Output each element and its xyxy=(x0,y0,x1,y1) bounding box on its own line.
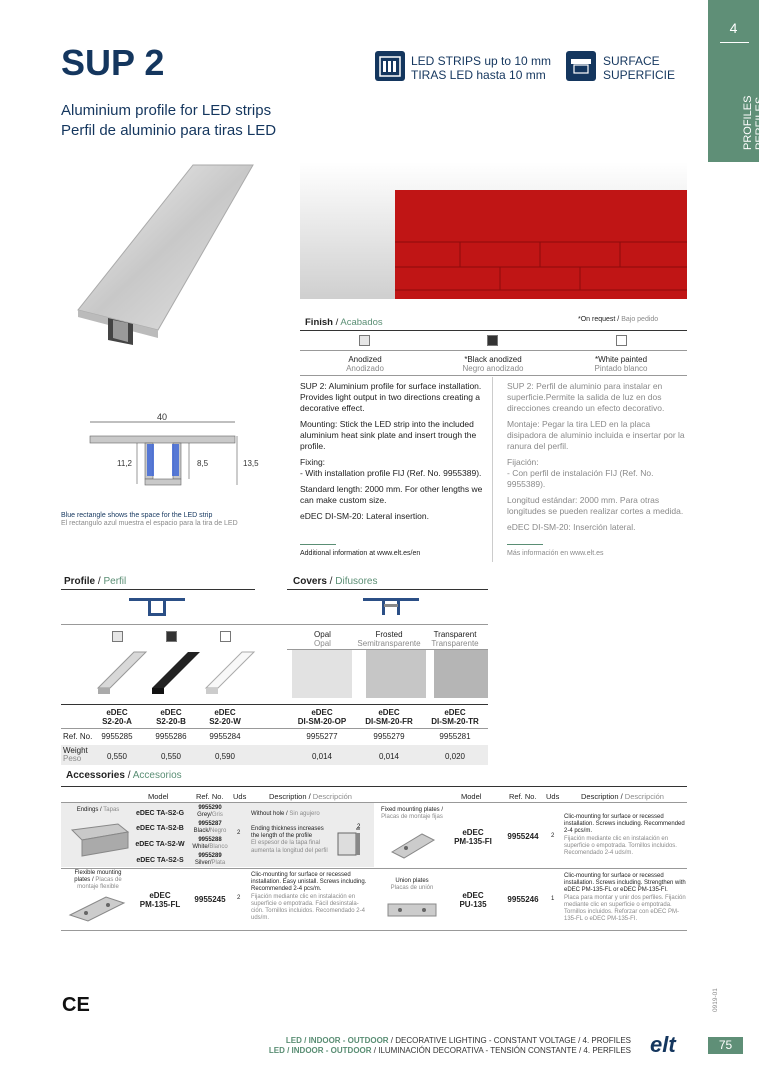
union-ref: 9955246 xyxy=(507,895,539,904)
subtitle-en: Aluminium profile for LED strips xyxy=(61,102,272,119)
flex-desc: Clic-mounting for surface or recessed installation. Easy unistall. Screws including. Recommended 2-4 pcs/m. Fijación mediante clic en instalación en superficie o empotrada. Fácil desinstala-ción. Tornillos incluidos. Recomendado 2-4 uds/m. xyxy=(251,872,367,922)
cover-ref-op: 9955277 xyxy=(306,732,338,741)
endings-label: Endings / Tapas xyxy=(76,807,120,813)
profile-product-image xyxy=(73,160,263,350)
acc-h-ref-2: Ref. No. xyxy=(509,792,537,801)
union-label: Union plates Placas de unión xyxy=(390,878,434,892)
union-desc: Clic-mounting for surface or recessed installation. Screws including. Strengthen with eDEC PM-135-FL or eDEC PM-135-FI. Placa para montar y unir dos perfiles. Fijación mediante clic en superficie o empotrada. Tornillos incluidos. Reforzar con eDEC PM-135-FL o eDEC PM-135-FI. xyxy=(564,873,686,923)
cover-weight-fr: 0,014 xyxy=(378,752,400,761)
led-strip-icon xyxy=(375,51,405,81)
svg-text:40: 40 xyxy=(157,412,168,422)
finish-black: *Black anodized Negro anodizado xyxy=(462,355,524,373)
ending-ref-b: 9955287 Black/Negro xyxy=(193,821,227,834)
ending-model-g: eDEC TA-S2-G xyxy=(135,810,185,817)
cover-frosted-label: Frosted Semitransparente xyxy=(357,630,421,648)
swatch-black xyxy=(487,335,498,346)
flex-model: eDEC PM-135-FL xyxy=(139,891,181,909)
ending-ref-w: 9955288 White/Blanco xyxy=(192,837,228,850)
drawing-caption-en: Blue rectangle shows the space for the LED strip xyxy=(61,512,213,519)
cover-ref-fr: 9955279 xyxy=(373,732,405,741)
profile-swatch-white xyxy=(220,631,231,642)
profile-ref-b: 9955286 xyxy=(155,732,187,741)
doc-code: 0919-01 xyxy=(712,988,719,1012)
profile-weight-a: 0,550 xyxy=(106,752,128,761)
cover-model-tr: eDEC DI-SM-20-TR xyxy=(431,708,479,726)
fixed-desc: Clic-mounting for surface or recessed installation. Screws including. Recommended 2-4 pcs/m. Fijación mediante clic en instalación en superficie o empotrada. Tornillos incluidos. Recomendado 2-4 uds/m. xyxy=(564,814,685,857)
finish-heading: Finish / Acabados xyxy=(305,317,383,328)
svg-text:11,2: 11,2 xyxy=(117,459,132,468)
svg-text:8,5: 8,5 xyxy=(197,459,209,468)
profile-swatch-anodized xyxy=(112,631,123,642)
more-info-es[interactable]: Más información en www.elt.es xyxy=(507,550,604,557)
cover-transparent-label: Transparent Transparente xyxy=(431,630,479,648)
acc-h-uds-2: Uds xyxy=(546,792,560,801)
drawing-caption-es: El rectangulo azul muestra el espacio para la tira de LED xyxy=(61,520,238,527)
fixed-uds: 2 xyxy=(551,833,555,839)
section-drawing xyxy=(85,414,265,499)
surface-icon xyxy=(566,51,596,81)
ending-ref-g: 9955290 Grey/Gris xyxy=(197,805,223,818)
ending-model-s: eDEC TA-S2-S xyxy=(136,857,184,864)
profile-heading: Profile / Perfil xyxy=(64,576,127,587)
union-uds: 1 xyxy=(551,896,555,902)
more-info-en[interactable]: Additional information at www.elt.es/en xyxy=(300,550,421,557)
ending-uds: 2 xyxy=(237,830,241,836)
acc-h-model-2: Model xyxy=(461,792,482,801)
fixed-label: Fixed mounting plates / Placas de montaje fijas xyxy=(380,807,444,821)
page-number: 75 xyxy=(708,1037,743,1054)
acc-h-ref: Ref. No. xyxy=(196,792,224,801)
covers-heading: Covers / Difusores xyxy=(293,576,378,587)
weight-label: Weight Peso xyxy=(63,746,88,763)
finish-white: *White painted Pintado blanco xyxy=(594,355,648,373)
flex-ref: 9955245 xyxy=(194,895,226,904)
section-label: PROFILES PERFILES xyxy=(742,95,766,150)
led-space-rect xyxy=(147,444,154,476)
fixed-ref: 9955244 xyxy=(507,832,539,841)
ref-no-label: Ref. No. xyxy=(63,732,93,741)
on-request-note: *On request / Bajo pedido xyxy=(578,316,659,323)
description-es: SUP 2: Perfil de aluminio para instalar en superficie.Permite la salida de luz en dos direcciones creando un efecto decorativo. Montaje: Pegar la tira LED en la placa disipadora de aluminio incluida e insertar por la ranura del perfil. Fijación: - Con perfil de instalación FIJ (Ref. No. 9955389). Longitud estándar: 2000 mm. Para otras longitudes se pueden realizar cortes a medida. eDEC DI-SM-20: Inserción lateral. xyxy=(507,381,685,532)
ce-mark: CE xyxy=(62,994,90,1016)
profile-ref-a: 9955285 xyxy=(101,732,133,741)
acc-h-desc-2: Description / Descripción xyxy=(581,792,664,801)
flex-label: Flexible mounting plates / Placas de montaje flexible xyxy=(74,870,122,891)
profile-model-a: eDEC S2-20-A xyxy=(102,708,132,726)
ending-desc-2: Ending thickness increases the length of the profile El espesor de la tapa final aumenta la longitud del perfil xyxy=(251,826,328,854)
cover-model-op: eDEC DI-SM-20-OP xyxy=(297,708,347,726)
fixed-model: eDEC PM-135-FI xyxy=(454,828,492,846)
chapter-tab xyxy=(708,0,766,162)
profile-swatch-black xyxy=(166,631,177,642)
chapter-number: 4 xyxy=(729,20,738,36)
flex-plate-image xyxy=(66,893,128,927)
profile-section-icon xyxy=(128,596,186,618)
cover-opal-label: Opal Opal xyxy=(314,630,331,648)
flex-uds: 2 xyxy=(237,895,241,901)
accessories-heading: Accessories / Accesorios xyxy=(66,770,182,781)
ending-model-b: eDEC TA-S2-B xyxy=(136,825,184,832)
column-divider xyxy=(492,377,493,562)
profile-weight-w: 0,590 xyxy=(214,752,236,761)
profile-ref-w: 9955284 xyxy=(209,732,241,741)
ending-cap-image xyxy=(70,822,130,858)
profile-model-w: eDEC S2-20-W xyxy=(209,708,241,726)
cover-ref-tr: 9955281 xyxy=(439,732,471,741)
badge-surface-text: SURFACE SUPERFICIE xyxy=(603,54,676,82)
application-photo xyxy=(300,162,687,299)
cover-weight-tr: 0,020 xyxy=(444,752,466,761)
swatch-anodized xyxy=(359,335,370,346)
acc-h-uds: Uds xyxy=(233,792,247,801)
fixed-plate-image xyxy=(388,830,438,864)
profile-finish-images xyxy=(96,648,261,698)
acc-h-desc: Description / Descripción xyxy=(269,792,352,801)
footer-line-en: LED / INDOOR - OUTDOOR / DECORATIVE LIGHTING - CONSTANT VOLTAGE / 4. PROFILES xyxy=(285,1036,631,1045)
swatch-white xyxy=(616,335,627,346)
ending-model-w: eDEC TA-S2-W xyxy=(135,841,185,848)
badge-led-text: LED STRIPS up to 10 mm TIRAS LED hasta 10 mm xyxy=(411,54,552,82)
acc-h-model: Model xyxy=(148,792,169,801)
cover-model-fr: eDEC DI-SM-20-FR xyxy=(365,708,413,726)
cover-section-icon xyxy=(362,596,420,618)
cover-images xyxy=(288,650,488,698)
finish-anodized: Anodized Anodizado xyxy=(346,355,384,373)
elt-logo: elt xyxy=(650,1032,676,1057)
ending-desc-1: Without hole / Sin agujero xyxy=(251,811,320,817)
cover-weight-op: 0,014 xyxy=(311,752,333,761)
union-model: eDEC PU-135 xyxy=(459,891,487,909)
svg-text:2: 2 xyxy=(357,824,361,830)
ending-thickness-diagram xyxy=(330,823,370,859)
profile-model-b: eDEC S2-20-B xyxy=(156,708,186,726)
svg-text:13,5: 13,5 xyxy=(243,459,259,468)
footer-line-es: LED / INDOOR - OUTDOOR / ILUMINACIÓN DECORATIVA - TENSIÓN CONSTANTE / 4. PERFILES xyxy=(268,1046,631,1055)
page-title: SUP 2 xyxy=(61,42,165,83)
profile-weight-b: 0,550 xyxy=(160,752,182,761)
ending-ref-s: 9955289 Silver/Plata xyxy=(194,853,226,866)
union-plate-image xyxy=(386,898,438,922)
description-en: SUP 2: Aluminium profile for surface installation. Provides light output in two directions creating a decorative effect. Mounting: Stick the LED strip into the included aluminium heat sink plate and insert trough the profile. Fixing: - With installation profile FIJ (Ref. No. 9955389). Standard length: 2000 mm. For other lengths we can make custom size. eDEC DI-SM-20: Lateral insertion. xyxy=(300,381,483,521)
subtitle-es: Perfil de aluminio para tiras LED xyxy=(61,122,277,139)
